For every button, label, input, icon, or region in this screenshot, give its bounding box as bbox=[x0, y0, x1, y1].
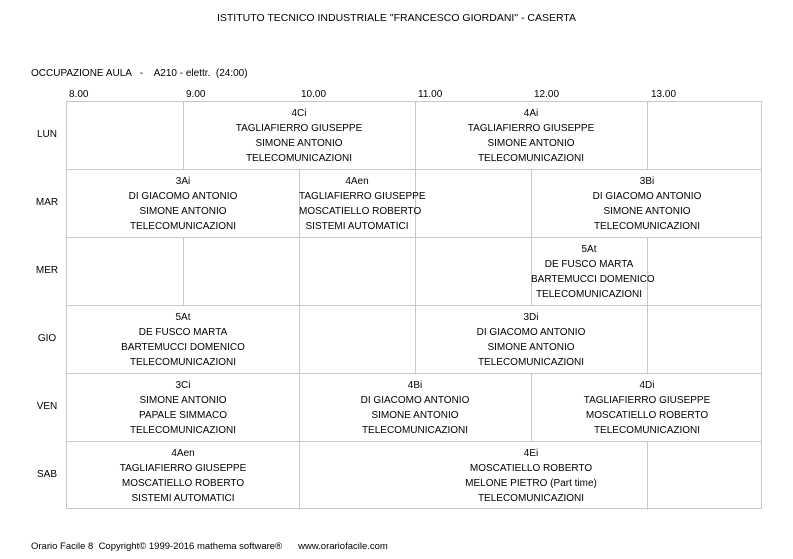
lesson-lun-4ai bbox=[415, 106, 647, 166]
cell-divider bbox=[647, 237, 648, 305]
lesson-mar-4aen bbox=[299, 174, 426, 234]
timetable-grid bbox=[66, 101, 762, 509]
lesson-class: 5At bbox=[581, 244, 597, 255]
day-label-gio: GIO bbox=[37, 333, 57, 344]
lesson-teacher: MOSCATIELLO ROBERTO bbox=[121, 478, 245, 489]
lesson-class: 4Ei bbox=[523, 448, 539, 459]
time-header-9: 9.00 bbox=[186, 89, 206, 100]
day-label-mer: MER bbox=[35, 265, 59, 276]
lesson-teacher: TAGLIAFIERRO GIUSEPPE bbox=[299, 191, 426, 202]
lesson-mar-3ai bbox=[67, 174, 299, 234]
cell-divider bbox=[647, 102, 648, 169]
lesson-mar-3bi bbox=[531, 174, 763, 234]
lesson-sab-4ei bbox=[299, 446, 763, 506]
lesson-subject: TELECOMUNICAZIONI bbox=[477, 357, 585, 368]
cell-divider bbox=[415, 237, 416, 305]
lesson-teacher: PAPALE SIMMACO bbox=[139, 410, 227, 421]
lesson-class: 4Ci bbox=[291, 108, 307, 119]
lesson-teacher: SIMONE ANTONIO bbox=[487, 342, 575, 353]
time-header-13: 13.00 bbox=[651, 89, 677, 100]
lesson-mer-5at bbox=[531, 242, 655, 302]
lesson-teacher: SIMONE ANTONIO bbox=[603, 206, 691, 217]
lesson-teacher: MOSCATIELLO ROBERTO bbox=[299, 206, 422, 217]
lesson-gio-3di bbox=[415, 310, 647, 370]
page-title: ISTITUTO TECNICO INDUSTRIALE "FRANCESCO GIORDANI" - CASERTA bbox=[216, 12, 577, 24]
lesson-subject: TELECOMUNICAZIONI bbox=[129, 357, 237, 368]
lesson-teacher: MELONE PIETRO (Part time) bbox=[465, 478, 597, 489]
lesson-gio-5at bbox=[67, 310, 299, 370]
lesson-teacher: MOSCATIELLO ROBERTO bbox=[469, 463, 593, 474]
lesson-class: 3Bi bbox=[639, 176, 655, 187]
lesson-class: 3Ci bbox=[175, 380, 191, 391]
day-label-lun: LUN bbox=[36, 129, 57, 140]
footer bbox=[31, 541, 388, 552]
cell-divider bbox=[299, 237, 300, 305]
lesson-teacher: BARTEMUCCI DOMENICO bbox=[121, 342, 245, 353]
cell-divider bbox=[647, 305, 648, 373]
lesson-ven-3ci bbox=[67, 378, 299, 438]
day-label-ven: VEN bbox=[36, 401, 58, 412]
row-divider bbox=[67, 237, 761, 238]
lesson-class: 3Di bbox=[523, 312, 539, 323]
lesson-class: 4Aen bbox=[345, 176, 369, 187]
lesson-teacher: TAGLIAFIERRO GIUSEPPE bbox=[235, 123, 363, 134]
lesson-teacher: TAGLIAFIERRO GIUSEPPE bbox=[583, 395, 711, 406]
lesson-class: 3Ai bbox=[175, 176, 191, 187]
lesson-teacher: DE FUSCO MARTA bbox=[544, 259, 634, 270]
day-label-mar: MAR bbox=[35, 197, 59, 208]
lesson-ven-4di bbox=[531, 378, 763, 438]
lesson-teacher: DE FUSCO MARTA bbox=[138, 327, 228, 338]
room-occupancy-label: OCCUPAZIONE AULA - A210 - elettr. (24:00) bbox=[31, 68, 248, 79]
lesson-teacher: DI GIACOMO ANTONIO bbox=[128, 191, 238, 202]
lesson-class: 4Bi bbox=[407, 380, 423, 391]
lesson-teacher: SIMONE ANTONIO bbox=[139, 206, 227, 217]
time-header-10: 10.00 bbox=[301, 89, 327, 100]
lesson-subject: TELECOMUNICAZIONI bbox=[129, 425, 237, 436]
lesson-teacher: MOSCATIELLO ROBERTO bbox=[585, 410, 709, 421]
lesson-subject: TELECOMUNICAZIONI bbox=[593, 425, 701, 436]
row-divider bbox=[67, 305, 761, 306]
lesson-ven-4bi bbox=[299, 378, 531, 438]
lesson-teacher: DI GIACOMO ANTONIO bbox=[592, 191, 702, 202]
footer-copyright: Orario Facile 8 Copyright© 1999-2016 mathema software® bbox=[31, 541, 283, 552]
lesson-lun-4ci bbox=[183, 106, 415, 166]
lesson-class: 4Di bbox=[639, 380, 655, 391]
lesson-teacher: TAGLIAFIERRO GIUSEPPE bbox=[467, 123, 595, 134]
lesson-subject: TELECOMUNICAZIONI bbox=[129, 221, 237, 232]
lesson-teacher: SIMONE ANTONIO bbox=[487, 138, 575, 149]
lesson-teacher: DI GIACOMO ANTONIO bbox=[476, 327, 586, 338]
cell-divider bbox=[183, 237, 184, 305]
lesson-class: 4Ai bbox=[523, 108, 539, 119]
lesson-teacher: SIMONE ANTONIO bbox=[139, 395, 227, 406]
day-label-sab: SAB bbox=[36, 469, 57, 480]
lesson-teacher: SIMONE ANTONIO bbox=[255, 138, 343, 149]
lesson-subject: TELECOMUNICAZIONI bbox=[535, 289, 643, 300]
time-header-12: 12.00 bbox=[534, 89, 560, 100]
lesson-subject: TELECOMUNICAZIONI bbox=[593, 221, 701, 232]
lesson-subject: TELECOMUNICAZIONI bbox=[477, 493, 585, 504]
lesson-teacher: DI GIACOMO ANTONIO bbox=[360, 395, 470, 406]
row-divider bbox=[67, 441, 761, 442]
lesson-subject: SISTEMI AUTOMATICI bbox=[131, 493, 235, 504]
cell-divider bbox=[299, 305, 300, 373]
lesson-subject: TELECOMUNICAZIONI bbox=[361, 425, 469, 436]
row-divider bbox=[67, 169, 761, 170]
time-header-11: 11.00 bbox=[418, 89, 443, 100]
lesson-class: 5At bbox=[175, 312, 191, 323]
lesson-teacher: SIMONE ANTONIO bbox=[371, 410, 459, 421]
lesson-teacher: BARTEMUCCI DOMENICO bbox=[531, 274, 655, 285]
lesson-subject: TELECOMUNICAZIONI bbox=[245, 153, 353, 164]
cell-divider bbox=[415, 169, 416, 237]
lesson-subject: TELECOMUNICAZIONI bbox=[477, 153, 585, 164]
time-header-8: 8.00 bbox=[69, 89, 89, 100]
lesson-class: 4Aen bbox=[171, 448, 195, 459]
row-divider bbox=[67, 373, 761, 374]
lesson-teacher: TAGLIAFIERRO GIUSEPPE bbox=[119, 463, 247, 474]
lesson-subject: SISTEMI AUTOMATICI bbox=[305, 221, 409, 232]
lesson-sab-4aen bbox=[67, 446, 299, 506]
footer-website-link[interactable]: www.orariofacile.com bbox=[298, 541, 388, 552]
